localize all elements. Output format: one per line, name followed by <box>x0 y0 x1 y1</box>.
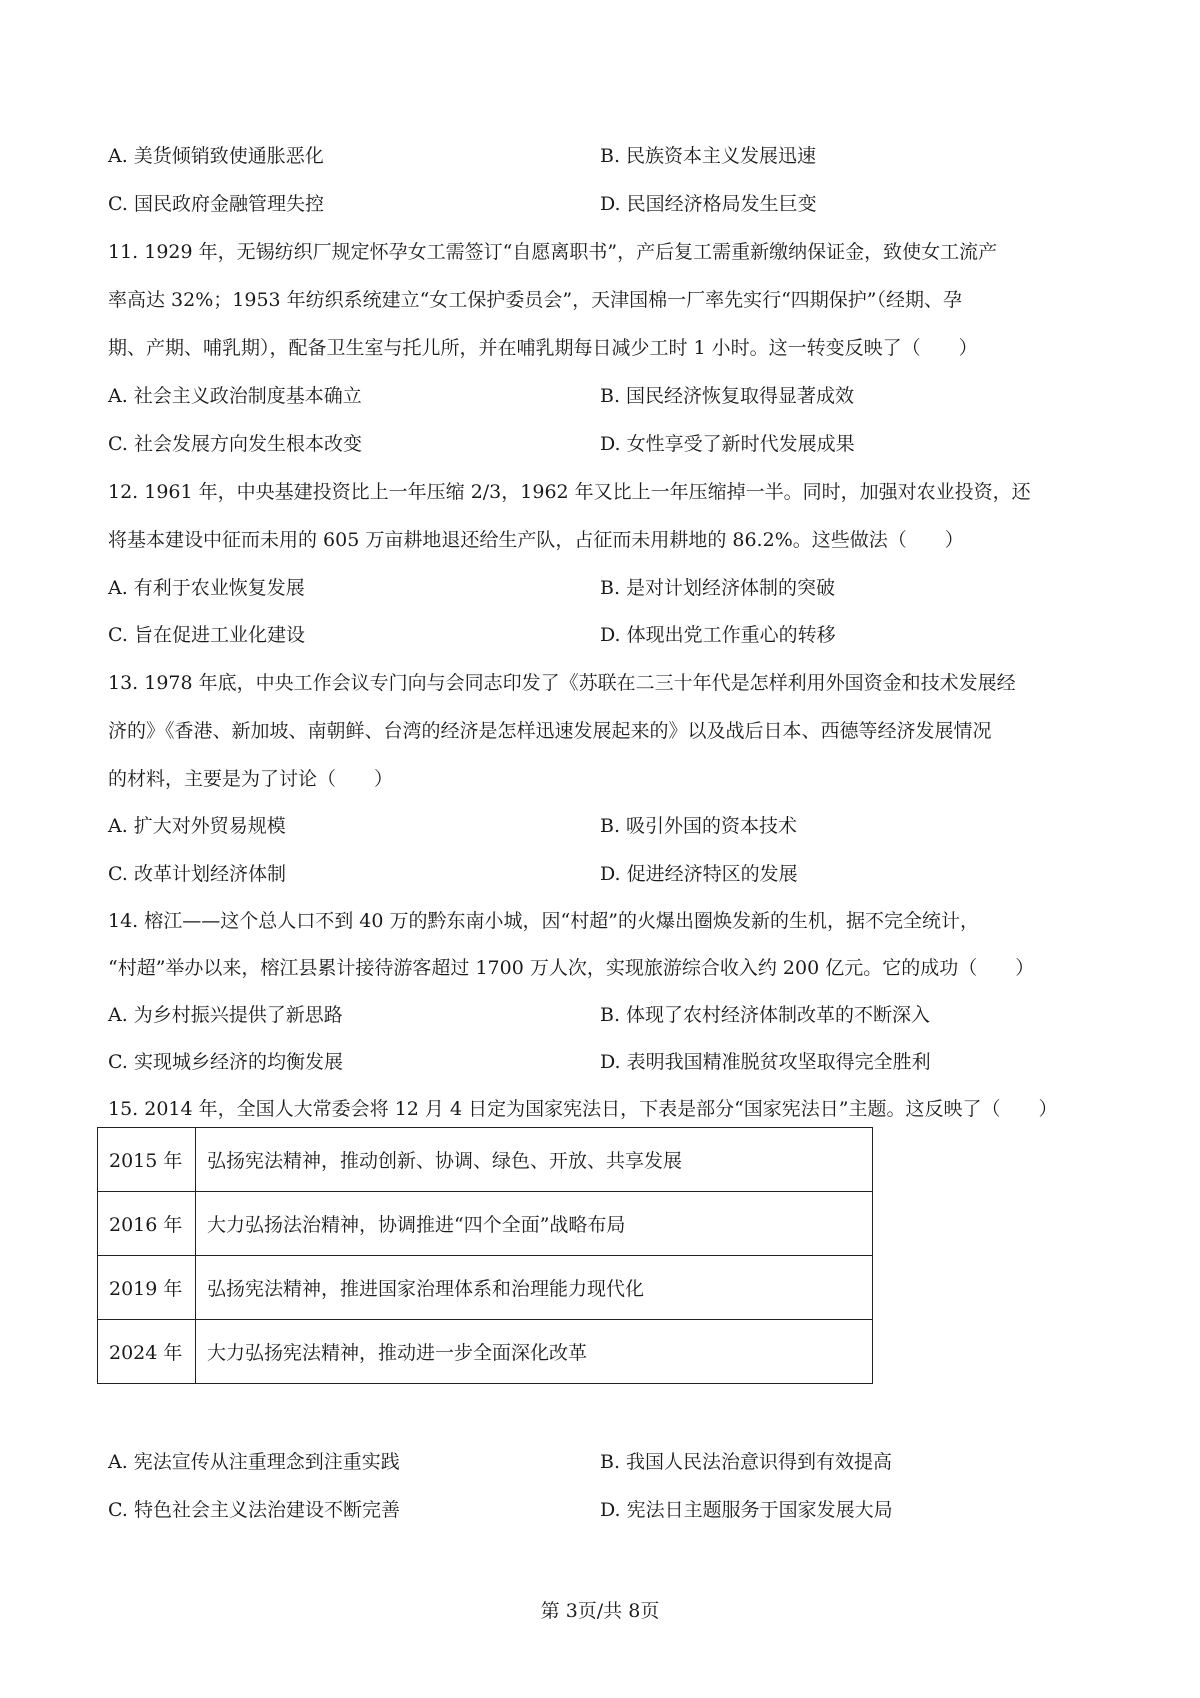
q12-stem-line-2: 将基本建设中征而未用的 605 万亩耕地退还给生产队，占征而未用耕地的 86.2%。这些做法（ ） <box>108 529 964 551</box>
q10-option-d: D. 民国经济格局发生巨变 <box>600 193 817 215</box>
q15-option-b: B. 我国人民法治意识得到有效提高 <box>600 1451 893 1473</box>
q10-option-b: B. 民族资本主义发展迅速 <box>600 145 817 167</box>
constitution-day-theme-table <box>97 1127 873 1384</box>
table-row <box>98 1256 873 1320</box>
q12-stem-line-1: 12. 1961 年，中央基建投资比上一年压缩 2/3，1962 年又比上一年压缩掉一半。同时，加强对农业投资，还 <box>108 481 1031 503</box>
q10-option-c: C. 国民政府金融管理失控 <box>108 193 324 215</box>
table-cell-theme: 弘扬宪法精神，推动创新、协调、绿色、开放、共享发展 <box>196 1128 873 1192</box>
q12-option-d: D. 体现出党工作重心的转移 <box>600 624 836 646</box>
table-cell-theme: 弘扬宪法精神，推进国家治理体系和治理能力现代化 <box>196 1256 873 1320</box>
q15-option-d: D. 宪法日主题服务于国家发展大局 <box>600 1499 893 1521</box>
table-row <box>98 1128 873 1192</box>
q11-option-d: D. 女性享受了新时代发展成果 <box>600 433 855 455</box>
q13-stem-line-3: 的材料，主要是为了讨论（ ） <box>108 768 394 790</box>
q14-option-b: B. 体现了农村经济体制改革的不断深入 <box>600 1004 931 1026</box>
table-cell-year: 2019 年 <box>98 1256 196 1320</box>
q10-option-a: A. 美货倾销致使通胀恶化 <box>108 145 324 167</box>
q15-option-a: A. 宪法宣传从注重理念到注重实践 <box>108 1451 400 1473</box>
q13-option-d: D. 促进经济特区的发展 <box>600 863 798 885</box>
table-row <box>98 1192 873 1256</box>
q12-option-b: B. 是对计划经济体制的突破 <box>600 577 836 599</box>
q11-option-b: B. 国民经济恢复取得显著成效 <box>600 385 855 407</box>
table-cell-year: 2015 年 <box>98 1128 196 1192</box>
q13-option-a: A. 扩大对外贸易规模 <box>108 815 286 837</box>
table-cell-theme: 大力弘扬法治精神，协调推进“四个全面”战略布局 <box>196 1192 873 1256</box>
table-cell-theme: 大力弘扬宪法精神，推动进一步全面深化改革 <box>196 1320 873 1384</box>
table-row <box>98 1320 873 1384</box>
q13-option-c: C. 改革计划经济体制 <box>108 863 286 885</box>
q11-stem-line-1: 11. 1929 年，无锡纺织厂规定怀孕女工需签订“自愿离职书”，产后复工需重新缴纳保证金，致使女工流产 <box>108 241 998 263</box>
q15-option-c: C. 特色社会主义法治建设不断完善 <box>108 1499 400 1521</box>
q11-stem-line-3: 期、产期、哺乳期），配备卫生室与托儿所，并在哺乳期每日减少工时 1 小时。这一转变反映了（ ） <box>108 337 978 359</box>
q14-stem-line-1: 14. 榕江——这个总人口不到 40 万的黔东南小城，因“村超”的火爆出圈焕发新的生机，据不完全统计， <box>108 910 979 932</box>
q11-option-a: A. 社会主义政治制度基本确立 <box>108 385 362 407</box>
q12-option-c: C. 旨在促进工业化建设 <box>108 624 305 646</box>
q15-stem-line-1: 15. 2014 年，全国人大常委会将 12 月 4 日定为国家宪法日，下表是部分“国家宪法日”主题。这反映了（ ） <box>108 1098 1058 1120</box>
q14-option-a: A. 为乡村振兴提供了新思路 <box>108 1004 343 1026</box>
page-number-footer: 第 3页/共 8页 <box>540 1600 660 1622</box>
q13-stem-line-2: 济的》《香港、新加坡、南朝鲜、台湾的经济是怎样迅速发展起来的》以及战后日本、西德等经济发展情况 <box>108 720 992 742</box>
q12-option-a: A. 有利于农业恢复发展 <box>108 577 305 599</box>
q14-option-c: C. 实现城乡经济的均衡发展 <box>108 1051 343 1073</box>
q14-stem-line-2: “村超”举办以来，榕江县累计接待游客超过 1700 万人次，实现旅游综合收入约 200 亿元。它的成功（ ） <box>108 957 1035 979</box>
table-cell-year: 2024 年 <box>98 1320 196 1384</box>
q13-option-b: B. 吸引外国的资本技术 <box>600 815 798 837</box>
q14-option-d: D. 表明我国精准脱贫攻坚取得完全胜利 <box>600 1051 931 1073</box>
q11-option-c: C. 社会发展方向发生根本改变 <box>108 433 362 455</box>
q11-stem-line-2: 率高达 32%；1953 年纺织系统建立“女工保护委员会”，天津国棉一厂率先实行“四期保护”（经期、孕 <box>108 289 963 311</box>
table-cell-year: 2016 年 <box>98 1192 196 1256</box>
q13-stem-line-1: 13. 1978 年底，中央工作会议专门向与会同志印发了《苏联在二三十年代是怎样利用外国资金和技术发展经 <box>108 672 1016 694</box>
